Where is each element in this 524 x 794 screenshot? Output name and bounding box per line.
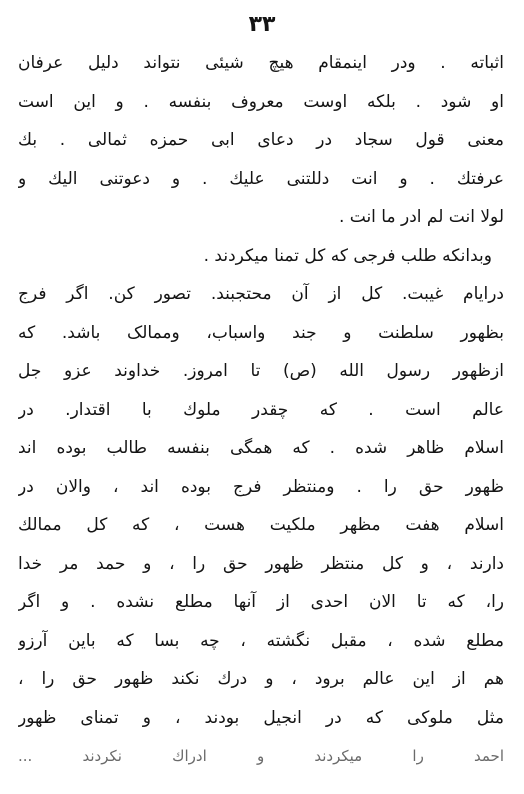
text-line: درایام غیبت. کل از آن محتجبند. تصور کن. اگر فرج bbox=[18, 284, 504, 304]
text-line: اسلام ظاهر شده . که همگی بنفسه طالب بوده اند bbox=[18, 438, 504, 458]
text-line: لولا انت لم ادر ما انت . bbox=[338, 207, 504, 227]
text-line: او شود . بلکه اوست معروف بنفسه . و این است bbox=[18, 91, 504, 112]
text-line: ظهور حق را . ومنتظر فرج بوده اند ، والان در bbox=[18, 476, 504, 497]
text-line: عالم است . که چقدر ملوك با اقتدار. در bbox=[18, 399, 504, 420]
text-line: اسلام هفت مظهر ملکیت هست ، که کل ممالك bbox=[18, 515, 504, 535]
text-line: را، که تا الان احدی از آنها مطلع نشده . و اگر bbox=[18, 592, 504, 612]
text-line: بظهور سلطنت و جند واسباب، وممالک باشد. که bbox=[18, 322, 504, 343]
text-line: دارند ، و کل منتظر ظهور حق را ، و حمد مر خدا bbox=[18, 553, 504, 574]
text-line: وبدانکه طلب فرجی که کل تمنا میکردند . bbox=[203, 245, 492, 266]
text-line: ازظهور رسول الله (ص) تا امروز. خداوند عزو جل bbox=[18, 361, 504, 381]
text-line: هم از این عالم برود ، و درك نکند ظهور حق را ، bbox=[18, 669, 504, 689]
text-line: احمد را میکردند و ادراك نکردند ... bbox=[18, 747, 504, 765]
text-line: معنی قول سجاد در دعای ابی حمزه ثمالی . بك bbox=[18, 130, 504, 150]
text-line: اثباته . ودر اینمقام هیچ شیئی نتواند دلیل عرفان bbox=[18, 53, 504, 73]
text-line: عرفتك . و انت دللتنی علیك . و دعوتنی الیك و bbox=[18, 168, 504, 189]
body-text bbox=[18, 44, 504, 776]
page-number: ۳۳ bbox=[248, 12, 276, 37]
text-line: مثل ملوکی که در انجیل بودند ، و تمنای ظهور bbox=[18, 707, 504, 728]
text-line: مطلع شده ، مقبل نگشته ، چه بسا که باین آرزو bbox=[18, 630, 504, 651]
